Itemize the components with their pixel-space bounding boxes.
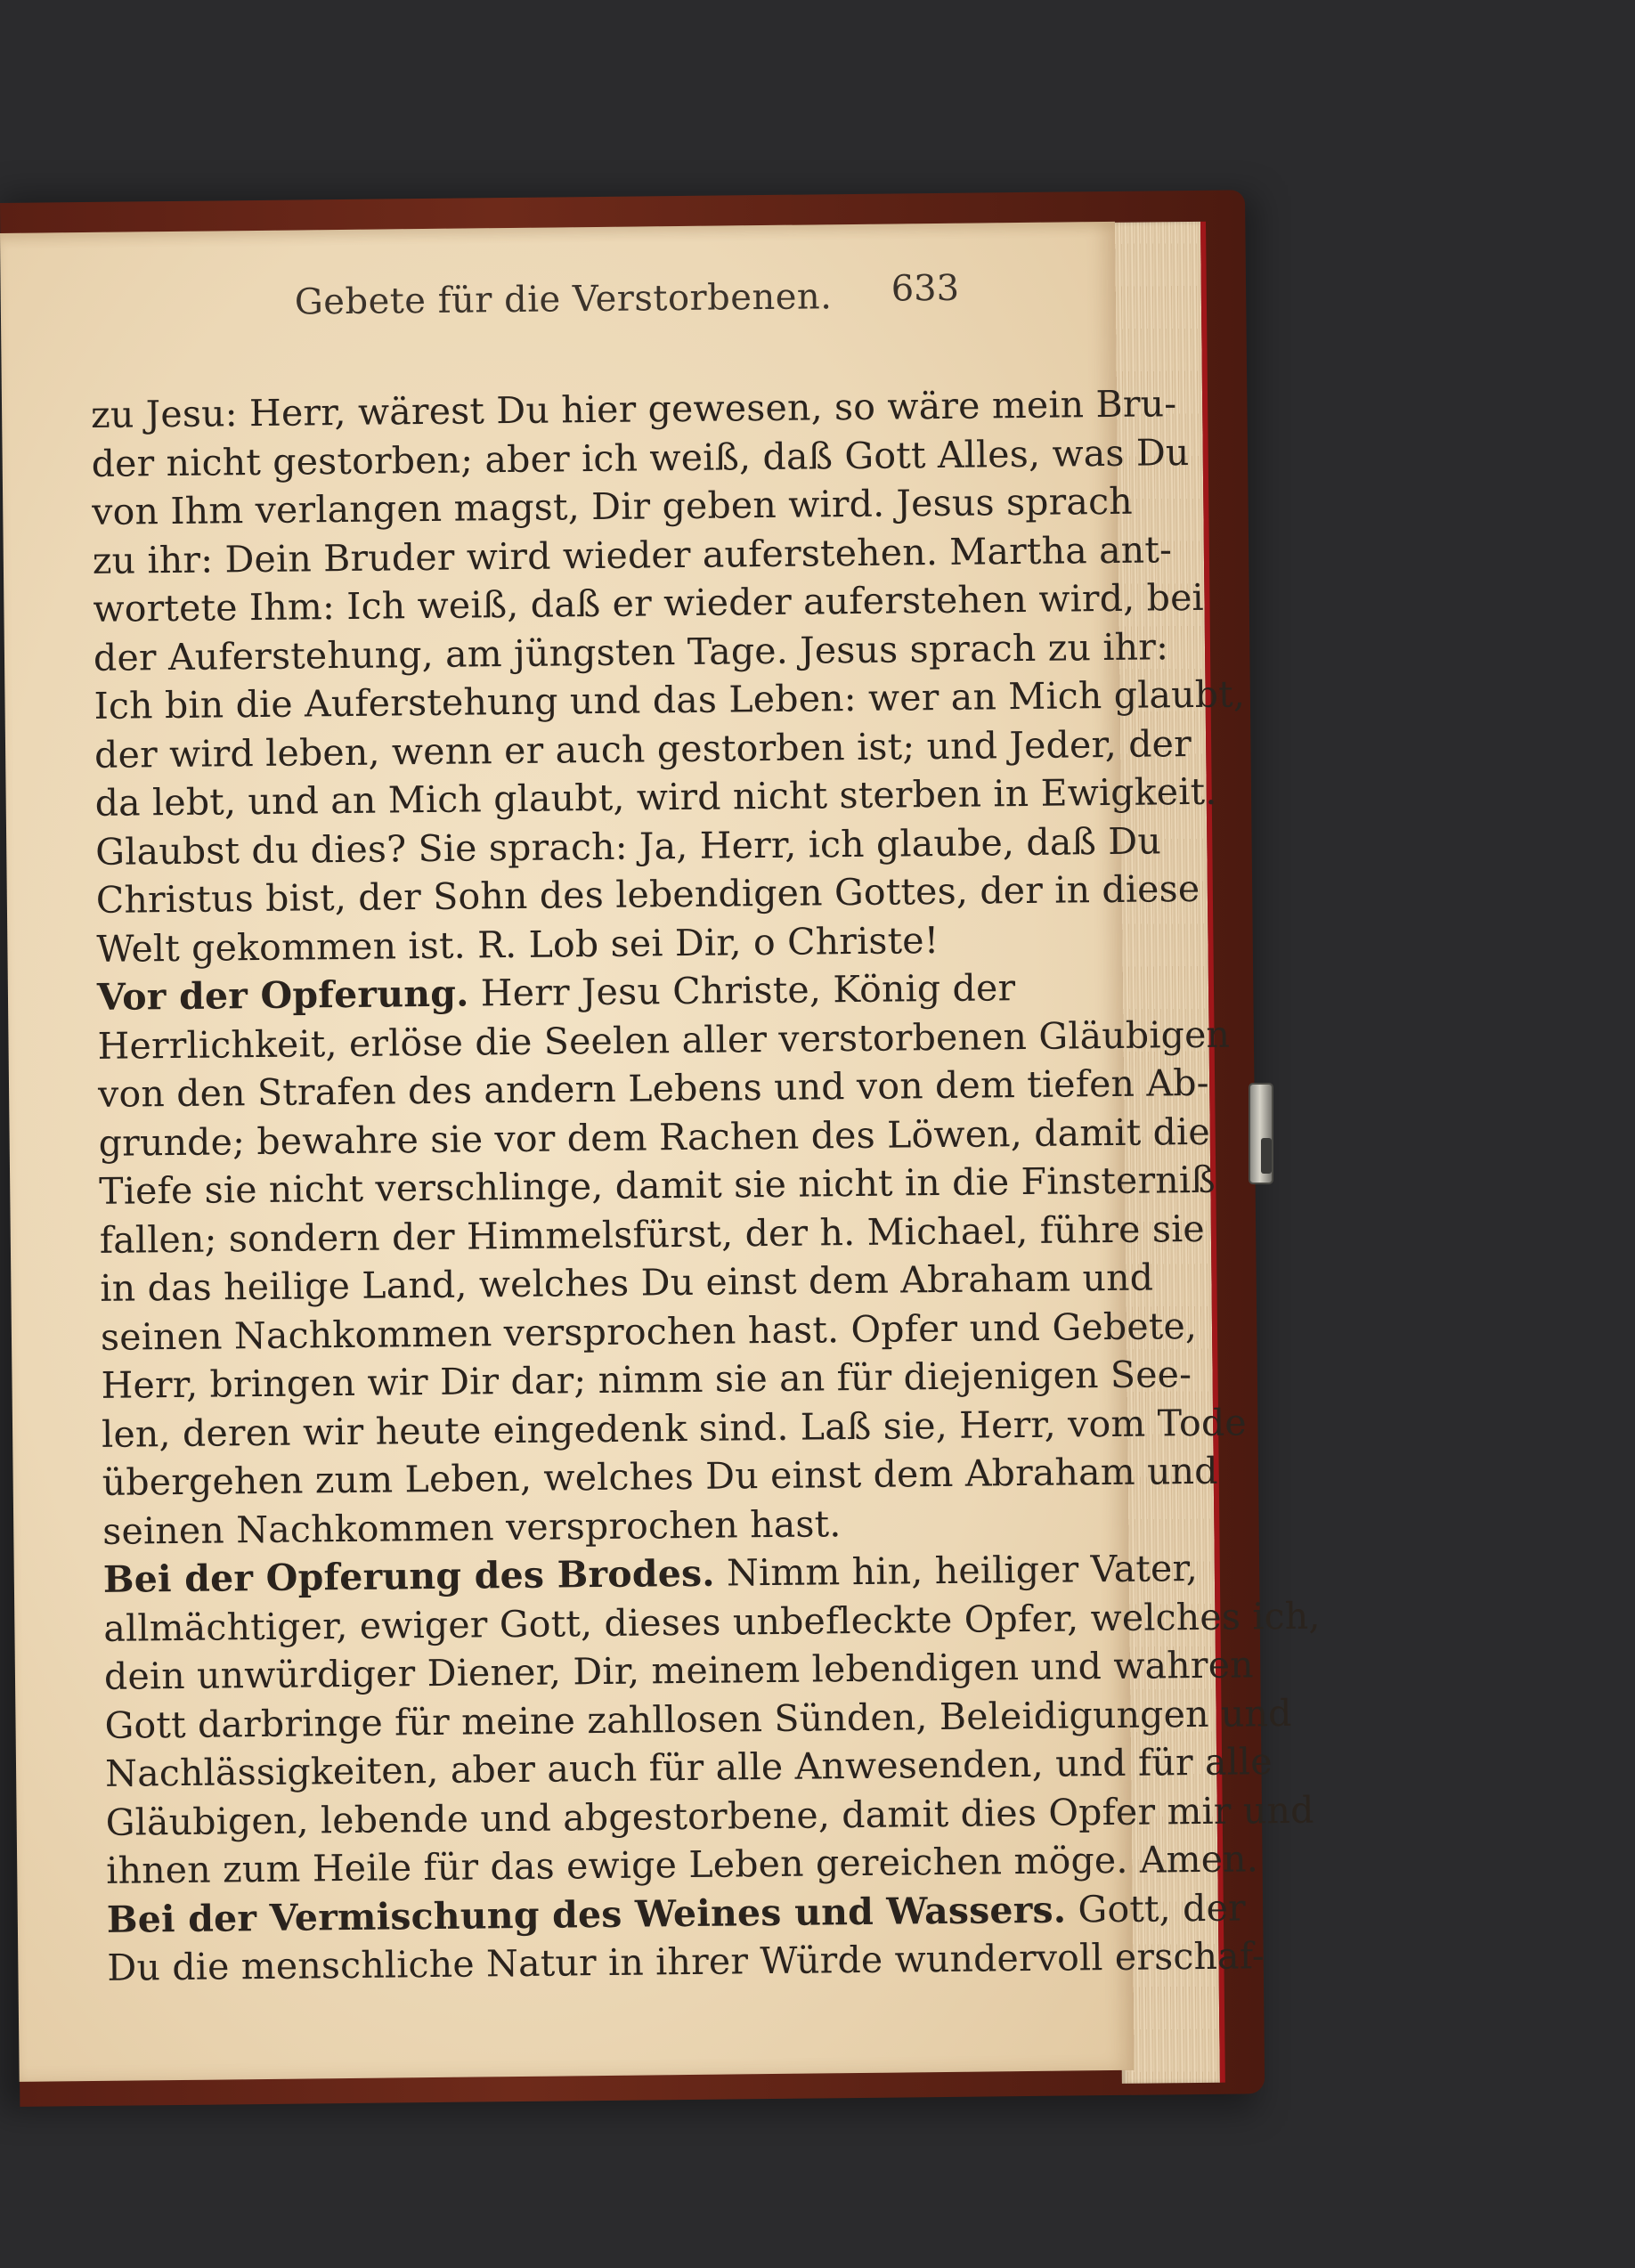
line-text: Herrlichkeit, erlöse die Seelen aller verstorbenen Gläubigen xyxy=(97,1012,1231,1068)
line-text: von den Strafen des andern Lebens und von dem tiefen Ab- xyxy=(97,1061,1209,1116)
line-text: Ich bin die Auferstehung und das Leben: wer an Mich glaubt, xyxy=(94,672,1246,728)
line-text: Glaubst du dies? Sie sprach: Ja, Herr, ich glaube, daß Du xyxy=(95,818,1162,874)
line-text: Gläubigen, lebende und abgestorbene, damit dies Opfer mir und xyxy=(105,1788,1314,1844)
line-text: Herr Jesu Christe, König der xyxy=(468,966,1016,1015)
line-text: Nachlässigkeiten, aber auch für alle Anwesenden, und für alle xyxy=(104,1740,1273,1795)
line-text: da lebt, und an Mich glaubt, wird nicht sterben in Ewigkeit. xyxy=(94,769,1217,825)
line-text: Gott, der xyxy=(1065,1885,1247,1931)
line-text: Du die menschliche Natur in ihrer Würde wundervoll erschaf- xyxy=(107,1934,1265,1989)
text-line xyxy=(93,575,1205,633)
line-text: zu ihr: Dein Bruder wird wieder auferstehen. Martha ant- xyxy=(92,527,1173,582)
line-text: seinen Nachkommen versprochen hast. xyxy=(102,1501,842,1553)
line-text: Nimm hin, heiliger Vater, xyxy=(714,1546,1199,1595)
text-line xyxy=(100,1255,1154,1313)
line-text: wortete Ihm: Ich weiß, daß er wieder auferstehen wird, bei xyxy=(93,575,1205,630)
line-text: Christus bist, der Sohn des lebendigen Gottes, der in diese xyxy=(95,866,1200,922)
text-line xyxy=(103,1643,1254,1701)
line-text: fallen; sondern der Himmelsfürst, der h. Michael, führe sie xyxy=(99,1207,1206,1262)
text-line xyxy=(97,1061,1209,1118)
page-number: 633 xyxy=(891,267,960,310)
text-line xyxy=(106,1837,1259,1895)
line-text: zu Jesu: Herr, wärest Du hier gewesen, so wäre mein Bru- xyxy=(90,382,1177,436)
line-text: der nicht gestorben; aber ich weiß, daß Gott Alles, was Du xyxy=(91,430,1190,485)
text-line xyxy=(95,866,1200,924)
text-line xyxy=(107,1934,1265,1992)
line-text: übergehen zum Leben, welches Du einst dem Abraham und xyxy=(102,1449,1218,1504)
line-text: der wird leben, wenn er auch gestorben ist; und Jeder, der xyxy=(94,721,1192,776)
text-line xyxy=(102,1546,1199,1604)
text-line xyxy=(94,769,1217,827)
line-text: grunde; bewahre sie vor dem Rachen des Löwen, damit die xyxy=(98,1110,1211,1165)
line-text: allmächtiger, ewiger Gott, dieses unbefleckte Opfer, welches ich, xyxy=(103,1594,1321,1650)
text-line xyxy=(101,1352,1192,1410)
section-heading: Vor der Opferung. xyxy=(96,971,469,1019)
book-page xyxy=(0,222,1321,2082)
line-text: ihnen zum Heile für das ewige Leben gereichen möge. Amen. xyxy=(106,1837,1259,1892)
line-text: von Ihm verlangen magst, Dir geben wird. Jesus sprach xyxy=(92,479,1134,533)
text-body xyxy=(90,381,1321,1992)
line-text: Gott darbringe für meine zahllosen Sünden, Beleidigungen und xyxy=(104,1691,1292,1747)
text-line xyxy=(94,672,1246,730)
text-line xyxy=(104,1740,1273,1798)
line-text: dein unwürdiger Diener, Dir, meinem lebendigen und wahren xyxy=(103,1643,1254,1698)
line-text: in das heilige Land, welches Du einst dem Abraham und xyxy=(100,1256,1154,1310)
line-text: Tiefe sie nicht verschlinge, damit sie nicht in die Finsterniß xyxy=(99,1158,1216,1213)
line-text: der Auferstehung, am jüngsten Tage. Jesus sprach zu ihr: xyxy=(93,624,1169,679)
line-text: len, deren wir heute eingedenk sind. Laß sie, Herr, vom Tode xyxy=(101,1400,1248,1456)
text-line xyxy=(102,1449,1218,1507)
clasp-latch xyxy=(1261,1138,1272,1174)
section-heading: Bei der Opferung des Brodes. xyxy=(102,1551,715,1601)
running-header: Gebete für die Verstorbenen. xyxy=(294,276,833,323)
text-line xyxy=(92,478,1134,536)
line-text: Welt gekommen ist. R. Lob sei Dir, o Christe! xyxy=(96,918,940,971)
text-line xyxy=(90,381,1177,439)
line-text: seinen Nachkommen versprochen hast. Opfer und Gebete, xyxy=(100,1304,1198,1359)
line-text: Herr, bringen wir Dir dar; nimm sie an für diejenigen See- xyxy=(101,1353,1192,1407)
text-line xyxy=(96,963,1016,1021)
section-heading: Bei der Vermischung des Weines und Wassers. xyxy=(106,1888,1067,1941)
text-line xyxy=(99,1158,1216,1215)
